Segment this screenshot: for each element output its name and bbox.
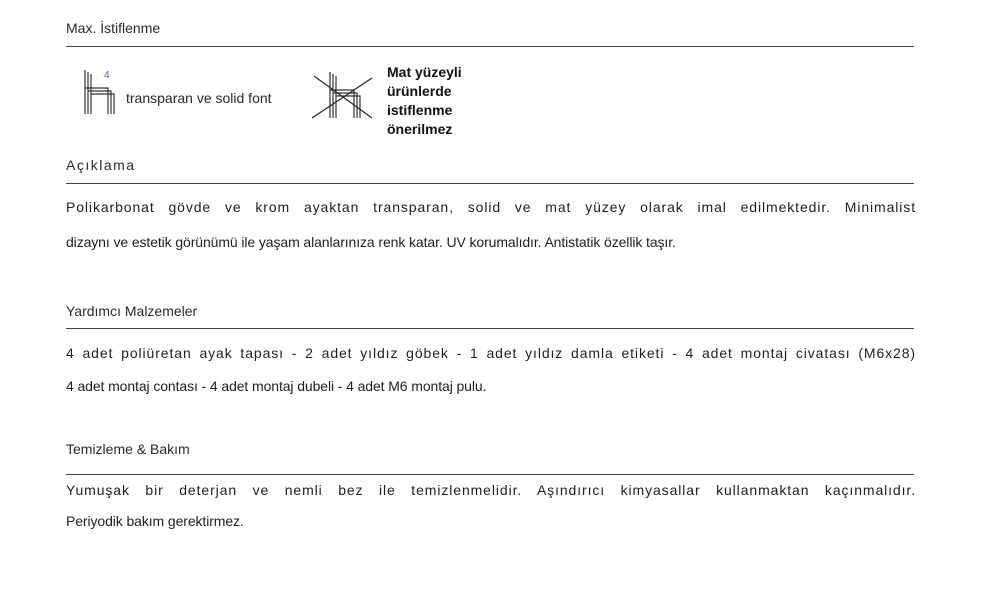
stack-count: 4 <box>104 70 110 81</box>
stacking-heading: Max. İstiflenme <box>66 20 161 36</box>
care-line-2: Periyodik bakım gerektirmez. <box>66 513 244 529</box>
matte-stacking-warning <box>387 63 462 139</box>
care-line-1: Yumuşak bir deterjan ve nemli bez ile temizlenmelidir. Aşındırıcı kimyasallar kullanmaktan kaçınmalıdır. <box>66 482 916 498</box>
no-stacking-icon <box>310 68 376 124</box>
accessories-line-2: 4 adet montaj contası - 4 adet montaj dubeli - 4 adet M6 montaj pulu. <box>66 378 487 394</box>
warning-line: ürünlerde <box>387 83 452 99</box>
warning-line: önerilmez <box>387 121 453 137</box>
description-heading: Açıklama <box>66 157 136 173</box>
accessories-line-1: 4 adet poliüretan ayak tapası - 2 adet yıldız göbek - 1 adet yıldız damla etiketi - 4 adet montaj civatası (M6x28) <box>66 345 916 361</box>
accessories-heading: Yardımcı Malzemeler <box>66 303 198 319</box>
warning-line: Mat yüzeyli <box>387 64 462 80</box>
accessories-divider <box>66 328 914 329</box>
stacking-label: transparan ve solid font <box>126 90 272 106</box>
stacking-divider <box>66 46 914 47</box>
description-divider <box>66 183 914 184</box>
description-line-1: Polikarbonat gövde ve krom ayaktan transparan, solid ve mat yüzey olarak imal edilmektedir. Minimalist <box>66 199 916 215</box>
stacked-chairs-icon <box>80 66 120 118</box>
care-heading: Temizleme & Bakım <box>66 441 190 457</box>
description-line-2: dizaynı ve estetik görünümü ile yaşam alanlarınıza renk katar. UV korumalıdır. Antistatik özellik taşır. <box>66 234 676 250</box>
warning-line: istiflenme <box>387 102 453 118</box>
care-divider <box>66 474 914 475</box>
